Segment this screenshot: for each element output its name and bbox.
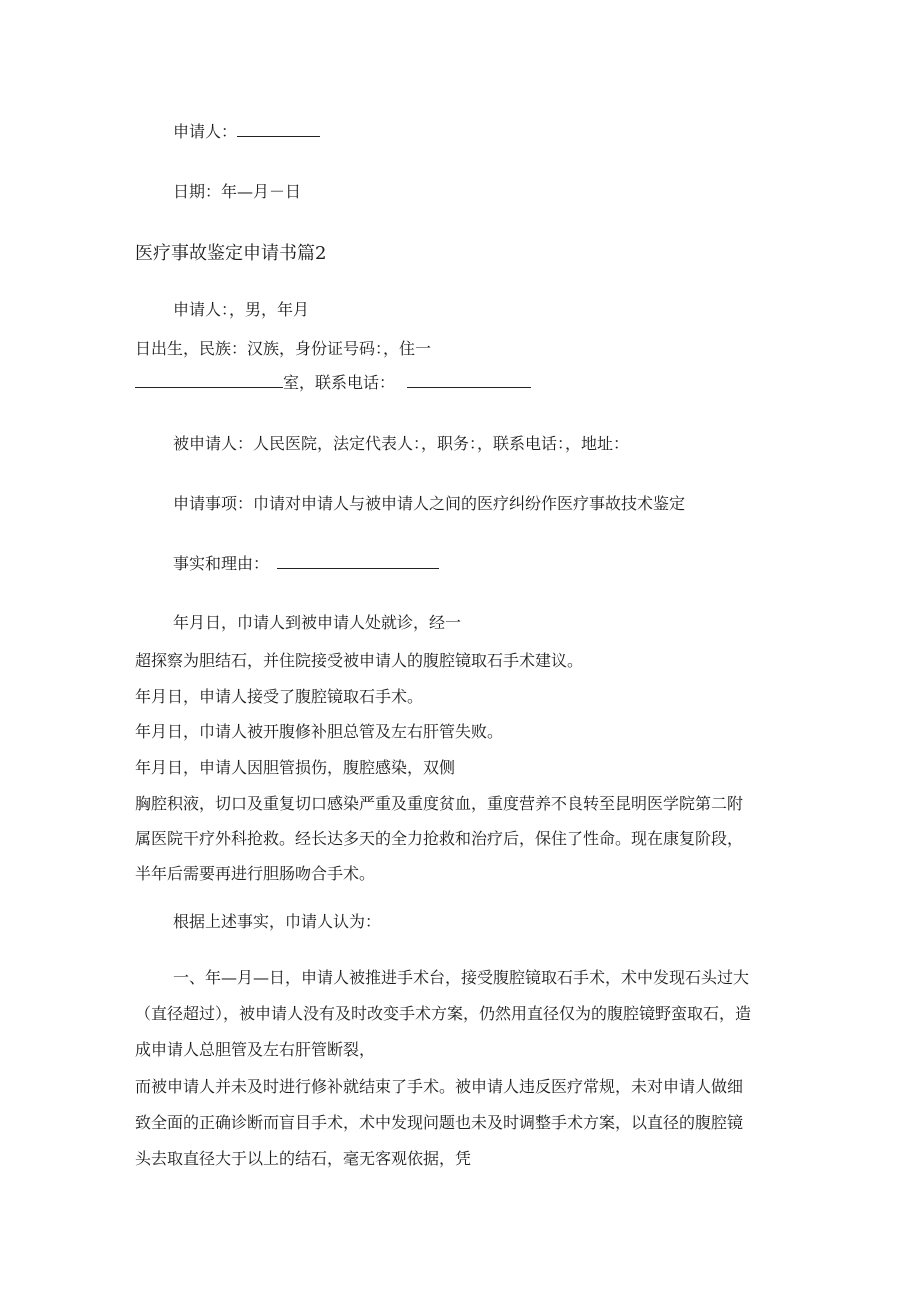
- para3-line: （直径超过），被申请人没有及时改变手术方案，仍然用直径仅为的腹腔镜野蛮取石，造: [135, 1004, 752, 1023]
- para1-line: 年月日，申请人接受了腹腔镜取石手术。: [135, 687, 424, 706]
- para1-line: 胸腔积液，切口及重复切口感染严重及重度贫血，重度营养不良转至昆明医学院第二附: [135, 794, 744, 813]
- applicant-blank: [237, 122, 320, 137]
- address-phone-line: [135, 373, 531, 393]
- para3-line: 头去取直径大于以上的结石，毫无客观依据，凭: [135, 1149, 472, 1168]
- para1-line: 属医院干疗外科抢救。经长达多天的全力抢救和治疗后，保住了性命。现在康复阶段，: [135, 829, 744, 848]
- room-phone-label: 室，联系电话：: [283, 373, 396, 392]
- para3-line: 而被申请人并未及时进行修补就结束了手术。被申请人违反医疗常规，未对申请人做细: [135, 1077, 744, 1096]
- address-blank: [135, 373, 283, 388]
- para3-line: 一、年—月—日，申请人被推进手术台，接受腹腔镜取石手术，术中发现石头过大: [173, 968, 750, 987]
- para1-line: 年月日，巾请人到被申请人处就诊，经一: [173, 613, 462, 632]
- applicant-line: [173, 122, 320, 142]
- applicant-info-line2: 日出生，民族：汉族，身份证号码：，住一: [135, 339, 432, 358]
- para3-line: 成申请人总胆管及左右肝管断裂，: [135, 1040, 376, 1059]
- para2-line: 根据上述事实，巾请人认为：: [173, 912, 382, 931]
- para1-line: 年月日，巾请人被开腹修补胆总管及左右肝管失败。: [135, 722, 504, 741]
- section-title: 医疗事故鉴定申请书篇2: [135, 243, 327, 264]
- date-line: 日期：年—月－日: [173, 182, 302, 201]
- para1-line: 超探察为胆结石，并住院接受被申请人的腹腔镜取石手术建议。: [135, 651, 584, 670]
- matter-line: 申请事项：巾请对申请人与被申请人之间的医疗纠纷作医疗事故技术鉴定: [173, 494, 686, 513]
- para3-line: 致全面的正确诊断而盲目手术，术中发现问题也未及时调整手术方案，以直径的腹腔镜: [135, 1113, 744, 1132]
- facts-blank: [277, 554, 439, 569]
- para1-line: 年月日，申请人因胆管损伤，腹腔感染，双侧: [135, 758, 456, 777]
- applicant-info-line1: 申请人：，男，年月: [173, 300, 310, 319]
- respondent-line: 被申请人：人民医院，法定代表人：，职务：，联系电话：，地址：: [173, 434, 630, 453]
- applicant-label: 申请人：: [173, 122, 238, 141]
- facts-line: [173, 554, 439, 574]
- facts-label: 事实和理由：: [173, 554, 270, 573]
- phone-blank: [407, 373, 531, 388]
- para1-line: 半年后需要再进行胆肠吻合手术。: [135, 864, 376, 883]
